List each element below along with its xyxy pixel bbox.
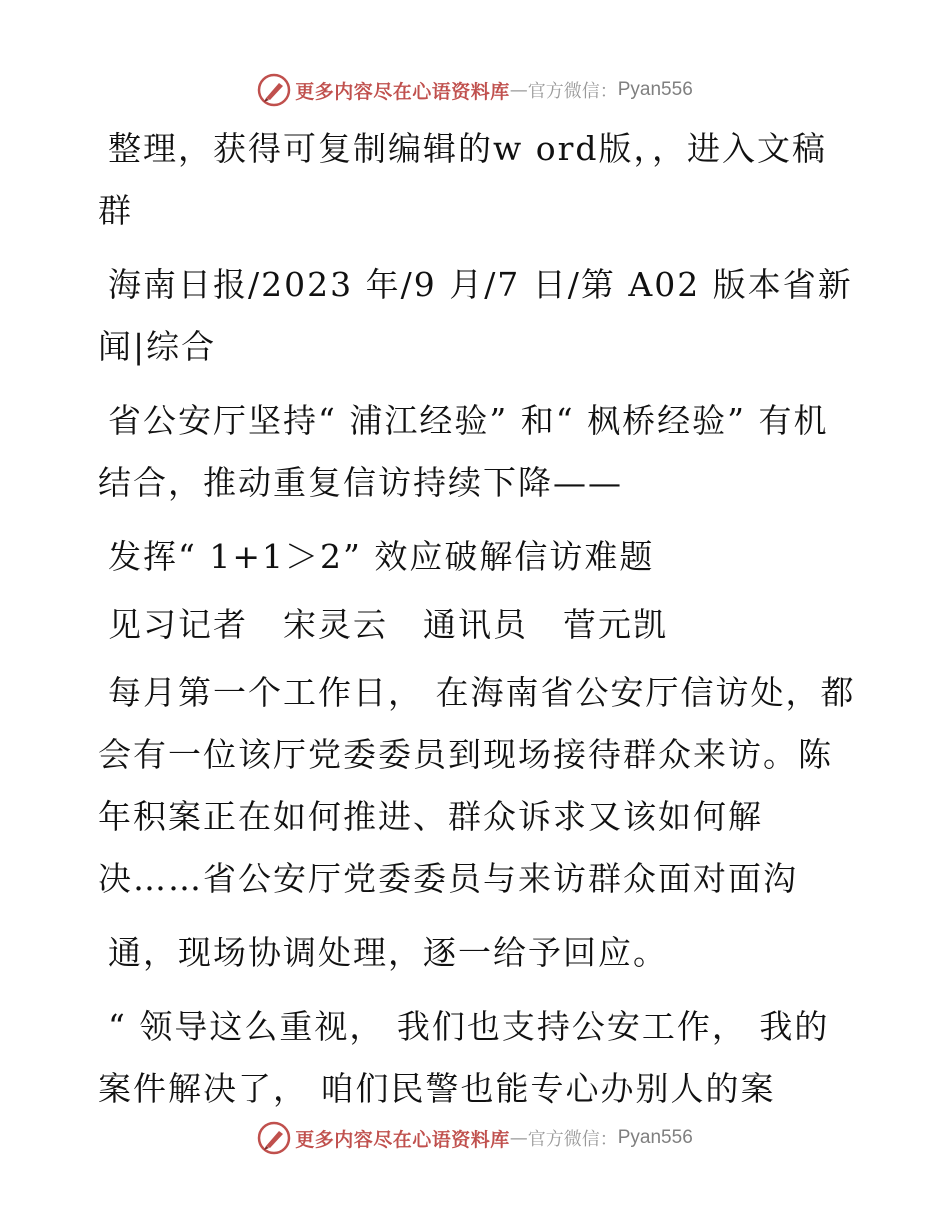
watermark-main-text: 更多内容尽在心语资料库 (295, 80, 510, 103)
paragraph-body-1: 每月第一个工作日， 在海南省公安厅信访处，都会有一位该厅党委委员到现场接待群众来访。陈年积案正在如何推进、群众诉求又该如何解决……省公安厅党委委员与来访群众面对面沟 (98, 673, 856, 898)
header-watermark (0, 70, 950, 110)
watermark-sub-text: 官方微信： (527, 1129, 618, 1150)
paragraph-body-3: “ 领导这么重视， 我们也支持公安工作， 我的案件解决了， 咱们民警也能专心办别人的案 (98, 1007, 830, 1108)
paragraph-intro: 整理，获得可复制编辑的w ord版，，进入文稿群 (98, 129, 828, 230)
pen-logo-icon (257, 1121, 291, 1155)
paragraph-subtitle: 发挥“ 1+1＞2” 效应破解信访难题 (108, 537, 655, 576)
watermark-dash: — (509, 1127, 528, 1149)
pen-logo-icon (257, 73, 291, 107)
watermark-id: Pyan556 (617, 1127, 693, 1148)
watermark-dash: — (509, 79, 528, 101)
watermark-main-text: 更多内容尽在心语资料库 (295, 1128, 510, 1151)
paragraph-body-2: 通，现场协调处理，逐一给予回应。 (108, 933, 668, 972)
paragraph-byline: 见习记者 宋灵云 通讯员 菅元凯 (108, 605, 668, 644)
paragraph-source: 海南日报/2023 年/9 月/7 日/第 A02 版本省新闻|综合 (98, 265, 853, 366)
watermark-sub-text: 官方微信： (527, 81, 618, 102)
document-body (98, 118, 858, 1132)
footer-watermark (0, 1118, 950, 1158)
paragraph-headline: 省公安厅坚持“ 浦江经验” 和“ 枫桥经验” 有机结合，推动重复信访持续下降—— (98, 401, 829, 502)
watermark-id: Pyan556 (617, 79, 693, 100)
